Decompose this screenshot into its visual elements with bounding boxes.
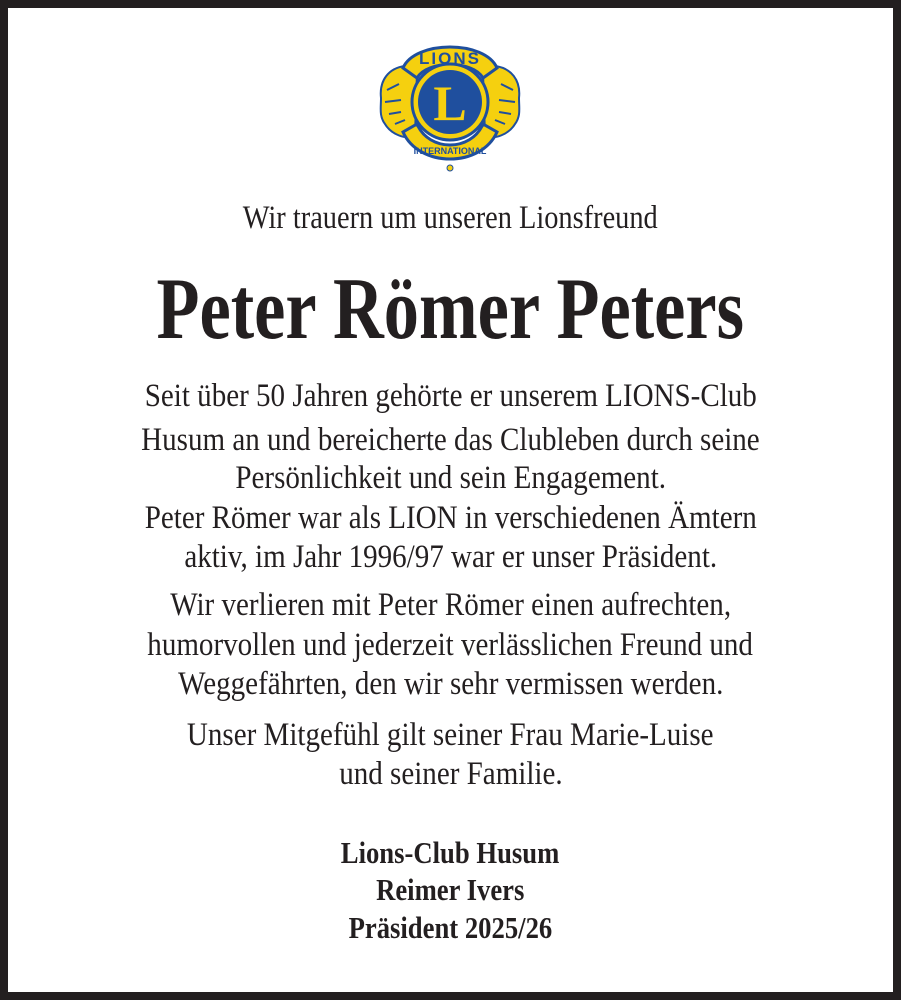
- paragraph-1-line-2: Husum an und bereicherte das Clubleben durch seine: [141, 422, 760, 458]
- paragraph-3-line-2: und seiner Familie.: [338, 756, 563, 792]
- paragraph-1-line-5: aktiv, im Jahr 1996/97 war er unser Präsident.: [184, 539, 717, 575]
- intro-line: Wir trauern um unseren Lionsfreund: [243, 200, 658, 236]
- paragraph-2-line-2: humorvollen und jederzeit verlässlichen Freund und: [147, 627, 754, 663]
- paragraph-1-line-1: Seit über 50 Jahren gehörte er unserem LIONS-Club: [144, 378, 757, 414]
- svg-text:INTERNATIONAL: INTERNATIONAL: [413, 146, 487, 156]
- signature-club: Lions-Club Husum: [341, 835, 560, 870]
- signature-person: Reimer Ivers: [376, 872, 525, 907]
- svg-text:L: L: [433, 75, 467, 131]
- paragraph-1-line-3: Persönlichkeit und sein Engagement.: [235, 460, 666, 496]
- paragraph-3-line-1: Unser Mitgefühl gilt seiner Frau Marie-Luise: [187, 717, 714, 753]
- paragraph-2-line-1: Wir verlieren mit Peter Römer einen aufrechten,: [170, 587, 731, 623]
- lions-international-logo-icon: [375, 28, 525, 176]
- signature-role: Präsident 2025/26: [348, 910, 553, 945]
- deceased-name: Peter Römer Peters: [156, 261, 745, 358]
- paragraph-2-line-3: Weggefährten, den wir sehr vermissen werden.: [177, 666, 724, 702]
- paragraph-1-line-4: Peter Römer war als LION in verschiedenen Ämtern: [144, 500, 757, 536]
- svg-text:LIONS: LIONS: [419, 49, 481, 68]
